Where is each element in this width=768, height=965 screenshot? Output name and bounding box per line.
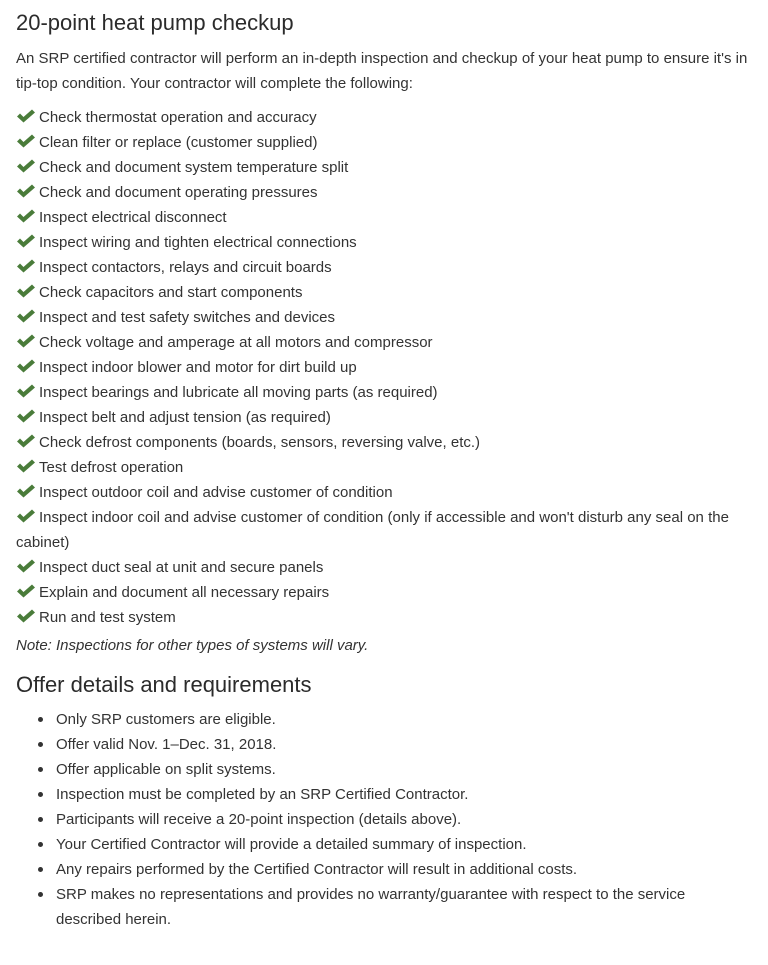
checklist-item-label: Explain and document all necessary repairs [39, 584, 330, 601]
checklist-item [16, 505, 752, 555]
checklist-item-label: Inspect bearings and lubricate all moving parts (as required) [39, 384, 438, 401]
checklist-item-label: Inspect outdoor coil and advise customer of condition [39, 484, 393, 501]
offer-requirement-item: Participants will receive a 20-point inspection (details above). [56, 807, 752, 832]
checkup-intro: An SRP certified contractor will perform an in-depth inspection and checkup of your heat pump to ensure it's in tip-top condition. Your contractor will complete the following: [16, 50, 748, 92]
checklist-item-label: Inspect belt and adjust tension (as required) [39, 409, 331, 426]
checklist-item [16, 555, 752, 580]
checkmark-icon [16, 184, 36, 198]
checkmark-icon [16, 259, 36, 273]
checklist-item [16, 330, 752, 355]
checklist-item-label: Check defrost components (boards, sensors, reversing valve, etc.) [39, 434, 481, 451]
checklist-item-label: Test defrost operation [39, 459, 184, 476]
checkmark-icon [16, 409, 36, 423]
checklist-item-label: Check and document operating pressures [39, 184, 318, 201]
offer-requirement-item: SRP makes no representations and provides no warranty/guarantee with respect to the service described herein. [56, 882, 752, 932]
checklist-item [16, 155, 752, 180]
checklist-item [16, 105, 752, 130]
checkmark-icon [16, 384, 36, 398]
checklist-item-label: Check voltage and amperage at all motors and compressor [39, 334, 433, 351]
checklist-item [16, 605, 752, 630]
checklist-item-label: Check and document system temperature split [39, 159, 349, 176]
offer-heading: Offer details and requirements [16, 672, 312, 697]
checkmark-icon [16, 134, 36, 148]
checkup-note: Note: Inspections for other types of systems will vary. [16, 637, 369, 654]
offer-requirement-item: Offer valid Nov. 1–Dec. 31, 2018. [56, 732, 752, 757]
offer-requirement-item: Any repairs performed by the Certified Contractor will result in additional costs. [56, 857, 752, 882]
checkmark-icon [16, 209, 36, 223]
checkmark-icon [16, 509, 36, 523]
checklist-item [16, 305, 752, 330]
checkup-checklist [16, 105, 752, 630]
checklist-item [16, 430, 752, 455]
offer-requirement-item: Inspection must be completed by an SRP Certified Contractor. [56, 782, 752, 807]
checklist-item [16, 405, 752, 430]
checklist-item [16, 455, 752, 480]
checkmark-icon [16, 559, 36, 573]
checklist-item-label: Inspect and test safety switches and devices [39, 309, 335, 326]
checkmark-icon [16, 284, 36, 298]
checklist-item [16, 180, 752, 205]
checkup-heading: 20-point heat pump checkup [16, 10, 294, 35]
checklist-item-label: Inspect indoor blower and motor for dirt build up [39, 359, 357, 376]
checklist-item-label: Inspect indoor coil and advise customer of condition (only if accessible and won't disturb any seal on the cabinet) [16, 509, 729, 551]
checklist-item [16, 580, 752, 605]
checkmark-icon [16, 584, 36, 598]
checkmark-icon [16, 309, 36, 323]
checklist-item-label: Clean filter or replace (customer supplied) [39, 134, 318, 151]
checkmark-icon [16, 359, 36, 373]
checklist-item-label: Inspect contactors, relays and circuit boards [39, 259, 332, 276]
checklist-item [16, 130, 752, 155]
checklist-item-label: Inspect wiring and tighten electrical connections [39, 234, 357, 251]
checkmark-icon [16, 159, 36, 173]
checklist-item [16, 280, 752, 305]
checklist-item-label: Run and test system [39, 609, 176, 626]
checkmark-icon [16, 609, 36, 623]
offer-requirement-item: Your Certified Contractor will provide a detailed summary of inspection. [56, 832, 752, 857]
offer-requirements-list [16, 707, 752, 932]
checkmark-icon [16, 109, 36, 123]
checkmark-icon [16, 459, 36, 473]
checklist-item [16, 480, 752, 505]
checklist-item-label: Inspect electrical disconnect [39, 209, 227, 226]
offer-requirement-item: Only SRP customers are eligible. [56, 707, 752, 732]
checklist-item [16, 255, 752, 280]
checklist-item [16, 205, 752, 230]
checklist-item-label: Check thermostat operation and accuracy [39, 109, 317, 126]
checklist-item [16, 380, 752, 405]
checkmark-icon [16, 484, 36, 498]
checklist-item [16, 355, 752, 380]
checklist-item-label: Inspect duct seal at unit and secure panels [39, 559, 324, 576]
checkmark-icon [16, 334, 36, 348]
checklist-item-label: Check capacitors and start components [39, 284, 303, 301]
checkmark-icon [16, 234, 36, 248]
offer-requirement-item: Offer applicable on split systems. [56, 757, 752, 782]
checklist-item [16, 230, 752, 255]
checkmark-icon [16, 434, 36, 448]
